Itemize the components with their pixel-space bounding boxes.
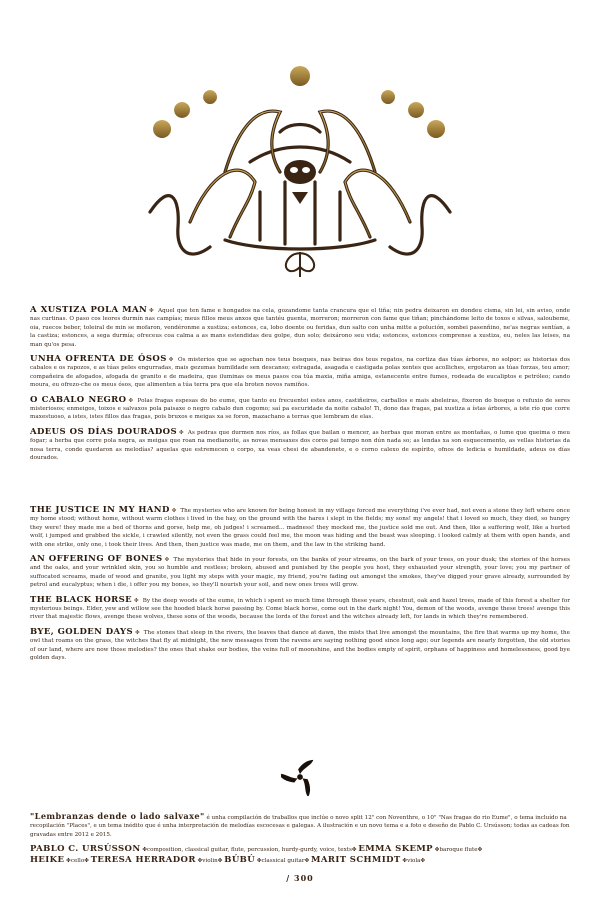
logo-text: Hecate <box>298 276 302 277</box>
musician-roles: classical guitar <box>261 857 305 864</box>
lyric-section: BYE, GOLDEN DAYS ✤ The stones that sleep in the rivers, the leaves that dance at dawn, the mists that live amongst the mountains, the fire that warms up my home, the owl that roams on the grass, the witches that fly at midnight, the new messages from the ravens are saying nothing good since long ago; our legends are nearly forgotten, the old stories of our land, where are now those melodies? the ones that shake our bodies, the veins full of moonshine, and the bodies empty of spirit, orphans of happiness and homelessness, good bye golden days. <box>30 626 571 662</box>
section-title: A XUSTIZA POLA MAN <box>30 305 148 315</box>
section-title: BYE, GOLDEN DAYS <box>30 626 134 637</box>
section-body: The mysteries who are known for being honest in my village forced me everything i've ever had, not even a stone they left where once my home stood; without home, without warm clothes i lived in the hay, on the ground with the hares i slept in the fields; my sons! my angels! that i loved so much, they died, so hungry they were! they made me a bed of thorns and gorse, help me, oh judges! i screamed... madness! they mocked me, the justice sold me out. And then, like a suffering wolf, like a hurted wolf, i jumped and grabbed the sickle, i crawled silently, not even the grass could feel me, the moon was hiding and the beast was sleeping. i looked calmly at them with open hands, and with one strike, only one, i took their lives. And then, then justice was made, me on them, and the law in the striking hand. <box>30 508 571 548</box>
album-notes: é unha compilación de traballos que inclúe o novo split 12" con Noventhre, o 10" "Nas fragas do rio Eume", o tema incluído na recopilación "Places", e un tema inédito que é unha interpretación de melodías escocesas e galegas. A ilustración e un novo tema e a foto e deseño de Pablo C. Ursússon; todas as cadeas fon gravadas entre 2012 e 2015. <box>30 815 570 838</box>
mask-icon <box>284 160 316 204</box>
section-body: Polas fragas espesas do bo eume, que tanto eu frecuentei estes anos, castiñeiros, carballos e mais abeleiras, fixeron do bosque o refuxio de seres misteriosos; enmeigos, toixos e salvaxos pola paisaxe o negro cabalo dun cogomo; saí pa escuridade da noite cabalo! Ti, dono das fragas, pai xustiza a ístas árbores, a iste río que corre maxestuoso, a istes, istes fillos das fragas, pois bruxos e meigas xa se foron, mazachano a terras que lembram de elas. <box>30 397 570 421</box>
musician-roles: baroque flute <box>439 847 478 854</box>
section-title: ADEUS OS DÍAS DOURADOS <box>30 426 177 437</box>
lyric-section: UNHA OFRENTA DE ÓSOS ✤ Os misterios que se agochan nos teus bosques, nas beiras dos teus regatos, na cortiza das túas árbores, no solpor; as historias dos cabalos e os rapozos, e as túas peles engurradas, mais gezumas humildade sen descanso; estragada, asagada e castigada polas xentes que acolliches, ergotaron as túas forzas, teu amor; compañeira de afogados, afogada de granito e de madeira, que iluminas os meus pasos coa túa maxia, miña amiga, estanecente entre fumes, rodeada de eucaliptos e petróleo; cando moura, eu ofrezo-che os meus ósos, que alimenten a túa terra pra que ela broten novos ramiños. <box>30 354 571 389</box>
lyric-section: ADEUS OS DÍAS DOURADOS ✤ As pedras que durmen nos ríos, as follas que bailan o mencer, as herbas que moran entre as montañas, o lume que queima o meu fogar; a herba que corre pola negra, as meigas que roan na medianoite, as novas mensaxes dos coros pai tempo non dún nada so; as lendas xa son esquecemento, as vellas historias da nosa terra, conde quedaron as melodías? aquelas que estremecen o corpo, xa veas chesi de abandenete, e o corno calexo de espírito, ofnos de ledicia e humildade, adeus os días dourados. <box>30 426 571 462</box>
personnel-list: PABLO C. URSÚSSON ✤composition, classical guitar, flute, percussion, hurdy-gurdy, voice, texts✤ EMMA SKEMP ✤baroque flute✤ HEIKE ✤cello✤ TERESA HERRADOR ✤violin✤ BÚBÚ ✤classical guitar✤ MARIT SCHMIDT ✤viola✤ <box>30 844 483 865</box>
lyric-section: O CABALO NEGRO ✤ Polas fragas espesas do bo eume, que tanto eu frecuentei estes anos, castiñeiros, carballos e mais abeleiras, fixeron do bosque o refuxio de seres misteriosos; enmeigos, toixos e salvaxos pola paisaxe o negro cabalo dun cogomo; saí pa escuridade da noite cabalo! Ti, dono das fragas, pai xustiza a ístas árbores, a iste río que corre maxestuoso, a istes, istes fillos das fragas, pois bruxos e meigas xa se foron, mazachano a terras que lembram de elas. <box>30 394 570 421</box>
section-body: The mysteries that hide in your forests, on the banks of your streams, on the bark of your trees, on your dusk; the stories of the horses and the oaks, and your wrinkled skin, you so humble and restless; broken, abused and punished by the people you host, they exhausted your strength, your love; you my partner of suffocated screams, made of wood and granite, you light my steps with your magic, my friend, you're fading out amongst the smokes, they've digged your grave already, surrounded by petrol and eucalyptus; when i die, i offer you my bones, so they'll nourish your soil, and new ones trees will grow. <box>30 557 571 589</box>
album-title: "Lembranzas dende o lado salvaxe" <box>30 811 205 821</box>
musician-name: TERESA HERRADOR <box>90 854 196 865</box>
musician-name: MARIT SCHMIDT <box>311 854 401 865</box>
section-body: By the deep woods of the eume, in which i spent so much time through these years, chestnut, oak and hazel trees, made of this forest a shelter for mysterious beings. Elder, yew and willow see the hooded black horse passing by. Come black horse, come out in the dark night! You, demon of the woods, avenge these trees! avenge this river that majestic flows, avenge these wolves, these sons of the woods, because the lords of the forest and the witches already left, for lands in which they're remembered. <box>30 597 570 621</box>
section-title: O CABALO NEGRO <box>30 394 127 405</box>
section-body: The stones that sleep in the rivers, the leaves that dance at dawn, the mists that live amongst the mountains, the fire that warms up my home, the owl that roams on the grass, the witches that fly at midnight, the new messages from the ravens are saying nothing good since long ago; our legends are nearly forgotten, the old stories of our land, where are now those melodies? the ones that shake our bodies, the veins full of moonshine, and the bodies empty of spirit, orphans of happiness and homelessness, good bye golden days. <box>30 629 571 662</box>
galician-lyrics <box>30 306 570 469</box>
page-number: / 300 <box>286 873 314 883</box>
section-title: AN OFFERING OF BONES <box>30 554 163 565</box>
musician-name: EMMA SKEMP <box>358 844 433 855</box>
album-description <box>30 812 570 839</box>
triskelion-icon <box>281 758 319 796</box>
section-title: UNHA OFRENTA DE ÓSOS <box>30 354 167 365</box>
musician-roles: viola <box>407 857 421 864</box>
lyric-section: A XUSTIZA POLA MAN ✤ Aquel que ten fame e hongados na cela, gozandome tanta crancura que el tiña; nin pedra deixaron en dondeu cisma, sin lei, sin aviso, onde nas curtinas. O paso cos leores durmín nas campías; meus fillos meus anxos que tantéu guenta, morreron; morreron con fame que tiñan; pinchándome leito de toxos e silvas, saloubeme, oia, ruecos beber, toleiral de min se mofaron, vendéronme a xustiza; estonces, ca, lobo doente ou feridas, dun salto con unha mitte a polución, sombei pasenñino, ne'as negras sentían, a la castiza; estonces, a sega durmía; ofreceus coa calma a as mans estendidas deu golpe, dun solo; deixárono seu vida; estonces, estonces comprense a xustiza, eu, neles las leises, na man qu'os pesa. <box>30 305 570 348</box>
moon-phases-icon <box>153 66 445 138</box>
lyric-section: THE BLACK HORSE ✤ By the deep woods of the eume, in which i spent so much time through these years, chestnut, oak and hazel trees, made of this forest a shelter for mysterious beings. Elder, yew and willow see the hooded black horse passing by. Come black horse, come out in the dark night! You, demon of the woods, avenge these trees! avenge this river that majestic flows, avenge these wolves, these sons of the woods, because the lords of the forest and the witches already left, for lands in which they're remembered. <box>30 594 570 621</box>
musician-name: HEIKE <box>30 854 65 865</box>
section-title: THE BLACK HORSE <box>30 594 133 605</box>
lyric-section: AN OFFERING OF BONES ✤ The mysteries that hide in your forests, on the banks of your streams, on the bark of your trees, on your dusk; the stories of the horses and the oaks, and your wrinkled skin, you so humble and restless; broken, abused and punished by the people you host, they exhausted your strength, your love; you my partner of suffocated screams, made of wood and granite, you light my steps with your magic, my friend, you're fading out amongst the smokes, they've digged your grave already, surrounded by petrol and eucalyptus; when i die, i offer you my bones, so they'll nourish your soil, and new ones trees will grow. <box>30 554 571 589</box>
band-logo <box>130 62 470 280</box>
musician-roles: cello <box>70 857 85 864</box>
lyric-section: THE JUSTICE IN MY HAND ✤ The mysteries who are known for being honest in my village forced me everything i've ever had, not even a stone they left where once my home stood; without home, without warm clothes i lived in the hay, on the ground with the hares i slept in the fields; my sons! my angels! that i loved so much, they died, so hungry they were! they made me a bed of thorns and gorse, help me, oh judges! i screamed... madness! they mocked me, the justice sold me out. And then, like a suffering wolf, like a hurted wolf, i jumped and grabbed the sickle, i crawled silently, not even the grass could feel me, the moon was hiding and the beast was sleeping. i looked calmly at them with open hands, and with one strike, only one, i took their lives. And then, then justice was made, me on them, and the law in the striking hand. <box>30 505 571 548</box>
musician-name: BÚBÚ <box>224 854 256 865</box>
celtic-knot-icon <box>286 252 314 277</box>
section-body: Aquel que ten fame e hongados na cela, gozandome tanta crancura que el tiña; nin pedra deixaron en dondeu cisma, sin lei, sin aviso, onde nas curtinas. O paso cos leores durmín nas campías; meus fillos meus anxos que tantéu guenta, morreron; morreron con fame que tiñan; pinchándome leito de toxos e silvas, saloubeme, oia, ruecos beber, toleiral de min se mofaron, vendéronme a xustiza; estonces, ca, lobo doente ou feridas, dun salto con unha mitte a polución, sombei pasenñino, ne'as negras sentían, a la castiza; estonces, a sega durmía; ofreceus coa calma a as mans estendidas deu golpe, dun solo; deixárono seu vida; estonces, estonces comprense a xustiza, eu, neles las leises, na man qu'os pesa. <box>30 308 570 348</box>
english-lyrics <box>30 506 570 669</box>
album-credits <box>30 812 570 866</box>
section-body: As pedras que durmen nos ríos, as follas que bailan o mencer, as herbas que moran entre as montañas, o lume que queima o meu fogar; a herba que corre pola negra, as meigas que roan na medianoite, as novas mensaxes dos coros pai tempo non dún nada so; as lendas xa son esquecemento, as vellas historias da nosa terra, conde quedaron as melodías? aquelas que estremecen o corpo, xa veas chesi de abandenete, e o corno calexo de espírito, ofnos de ledicia e humildade, adeus os días dourados. <box>30 429 571 462</box>
musician-name: PABLO C. URSÚSSON <box>30 844 141 855</box>
musician-roles: composition, classical guitar, flute, percussion, hurdy-gurdy, voice, texts <box>147 847 352 854</box>
musician-roles: violin <box>202 857 218 864</box>
section-body: Os misterios que se agochan nos teus bosques, nas beiras dos teus regatos, na cortiza das túas árbores, no solpor; as historias dos cabalos e os rapozos, e as túas peles engurradas, mais gezumas humildade sen descanso; estragada, asagada e castigada polas xentes que acolliches, ergotaron as túas forzas, teu amor; compañeira de afogados, afogada de granito e de madeira, que iluminas os meus pasos coa túa maxia, miña amiga, estanecente entre fumes, rodeada de eucaliptos e petróleo; cando moura, eu ofrezo-che os meus ósos, que alimenten a túa terra pra que ela broten novos ramiños. <box>30 357 571 389</box>
section-title: THE JUSTICE IN MY HAND <box>30 505 170 515</box>
